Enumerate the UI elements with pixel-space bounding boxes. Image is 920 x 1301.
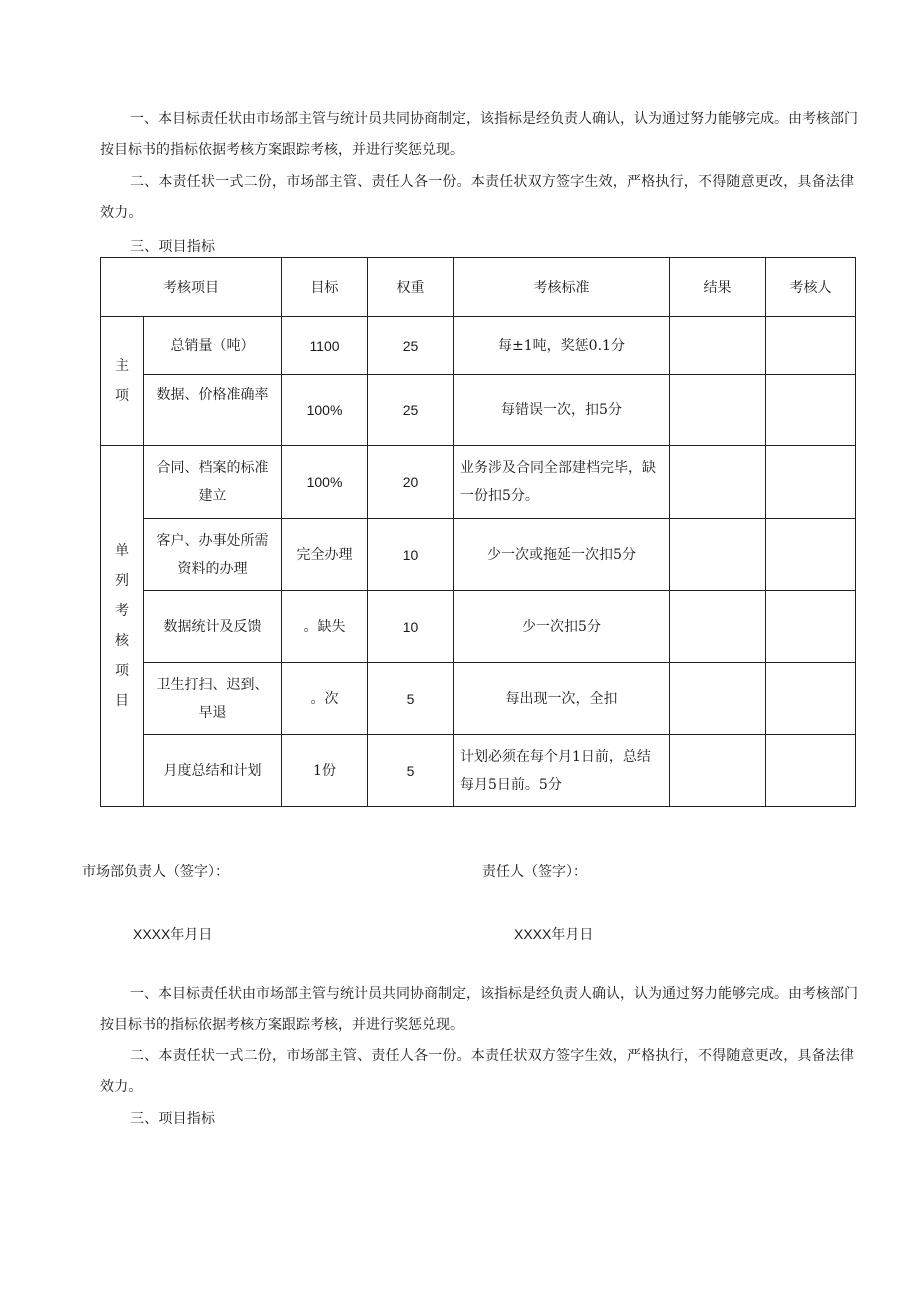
header-item: 考核项目 — [101, 258, 282, 317]
header-assessor: 考核人 — [766, 258, 856, 317]
signature-label-market-head: 市场部负责人（签字）： — [82, 863, 229, 879]
row-weight: 5 — [368, 735, 454, 807]
row-target: 完全办理 — [282, 519, 368, 591]
row-standard: 每±1吨，奖惩0.1分 — [454, 317, 670, 375]
row-item: 卫生打扫、迟到、早退 — [144, 663, 282, 735]
row-item: 数据、价格准确率 — [144, 375, 282, 446]
row-item: 客户、办事处所需资料的办理 — [144, 519, 282, 591]
row-result — [670, 317, 766, 375]
row-weight: 10 — [368, 519, 454, 591]
row-standard: 每出现一次，全扣 — [454, 663, 670, 735]
table-row — [101, 519, 856, 591]
intro-paragraph-1: 一、本目标责任状由市场部主管与统计员共同协商制定，该指标是经负责人确认，认为通过努力能够完成。由考核部门按目标书的指标依据考核方案跟踪考核，并进行奖惩兑现。 — [100, 111, 858, 158]
table-row — [101, 735, 856, 807]
row-weight: 20 — [368, 446, 454, 519]
header-target: 目标 — [282, 258, 368, 317]
row-target: 。缺失 — [282, 591, 368, 663]
row-weight: 10 — [368, 591, 454, 663]
row-assessor — [766, 317, 856, 375]
intro-paragraph-2: 二、本责任状一式二份，市场部主管、责任人各一份。本责任状双方签字生效，严格执行，不得随意更改，具备法律效力。 — [100, 174, 855, 221]
assessment-table — [100, 257, 856, 807]
section-heading-indicators: 三、项目指标 — [130, 239, 216, 255]
row-assessor — [766, 446, 856, 519]
header-weight: 权重 — [368, 258, 454, 317]
repeat-paragraph-2: 二、本责任状一式二份，市场部主管、责任人各一份。本责任状双方签字生效，严格执行，不得随意更改，具备法律效力。 — [100, 1048, 855, 1095]
row-assessor — [766, 591, 856, 663]
row-result — [670, 375, 766, 446]
row-assessor — [766, 375, 856, 446]
row-weight: 25 — [368, 317, 454, 375]
row-target: 1100 — [282, 317, 368, 375]
row-target: 1份 — [282, 735, 368, 807]
group-label-main: 主 项 — [101, 317, 144, 446]
row-item: 总销量（吨） — [144, 317, 282, 375]
row-target: 100% — [282, 375, 368, 446]
table-row — [101, 317, 856, 375]
header-result: 结果 — [670, 258, 766, 317]
table-header-row — [101, 258, 856, 317]
repeat-paragraph-1: 一、本目标责任状由市场部主管与统计员共同协商制定，该指标是经负责人确认，认为通过努力能够完成。由考核部门按目标书的指标依据考核方案跟踪考核，并进行奖惩兑现。 — [100, 986, 858, 1033]
row-assessor — [766, 663, 856, 735]
row-item: 月度总结和计划 — [144, 735, 282, 807]
signature-label-responsible: 责任人（签字）： — [482, 863, 587, 879]
signature-date-right: XXXX年月日 — [514, 926, 594, 942]
repeat-section-heading: 三、项目指标 — [130, 1111, 216, 1127]
row-result — [670, 519, 766, 591]
row-weight: 25 — [368, 375, 454, 446]
group-label-single-items: 单 列 考 核 项 目 — [101, 446, 144, 807]
table-row — [101, 663, 856, 735]
header-standard: 考核标准 — [454, 258, 670, 317]
row-target: 100% — [282, 446, 368, 519]
row-standard: 业务涉及合同全部建档完毕，缺一份扣5分。 — [454, 446, 670, 519]
table-row — [101, 375, 856, 446]
row-standard: 计划必须在每个月1日前，总结每月5日前。5分 — [454, 735, 670, 807]
row-result — [670, 446, 766, 519]
table-row — [101, 591, 856, 663]
row-target: 。次 — [282, 663, 368, 735]
row-item: 数据统计及反馈 — [144, 591, 282, 663]
row-standard: 每错误一次，扣5分 — [454, 375, 670, 446]
row-standard: 少一次或拖延一次扣5分 — [454, 519, 670, 591]
row-result — [670, 735, 766, 807]
signature-date-left: XXXX年月日 — [133, 926, 213, 942]
row-result — [670, 591, 766, 663]
row-item: 合同、档案的标准建立 — [144, 446, 282, 519]
row-standard: 少一次扣5分 — [454, 591, 670, 663]
table-row — [101, 446, 856, 519]
row-assessor — [766, 735, 856, 807]
row-weight: 5 — [368, 663, 454, 735]
row-assessor — [766, 519, 856, 591]
row-result — [670, 663, 766, 735]
